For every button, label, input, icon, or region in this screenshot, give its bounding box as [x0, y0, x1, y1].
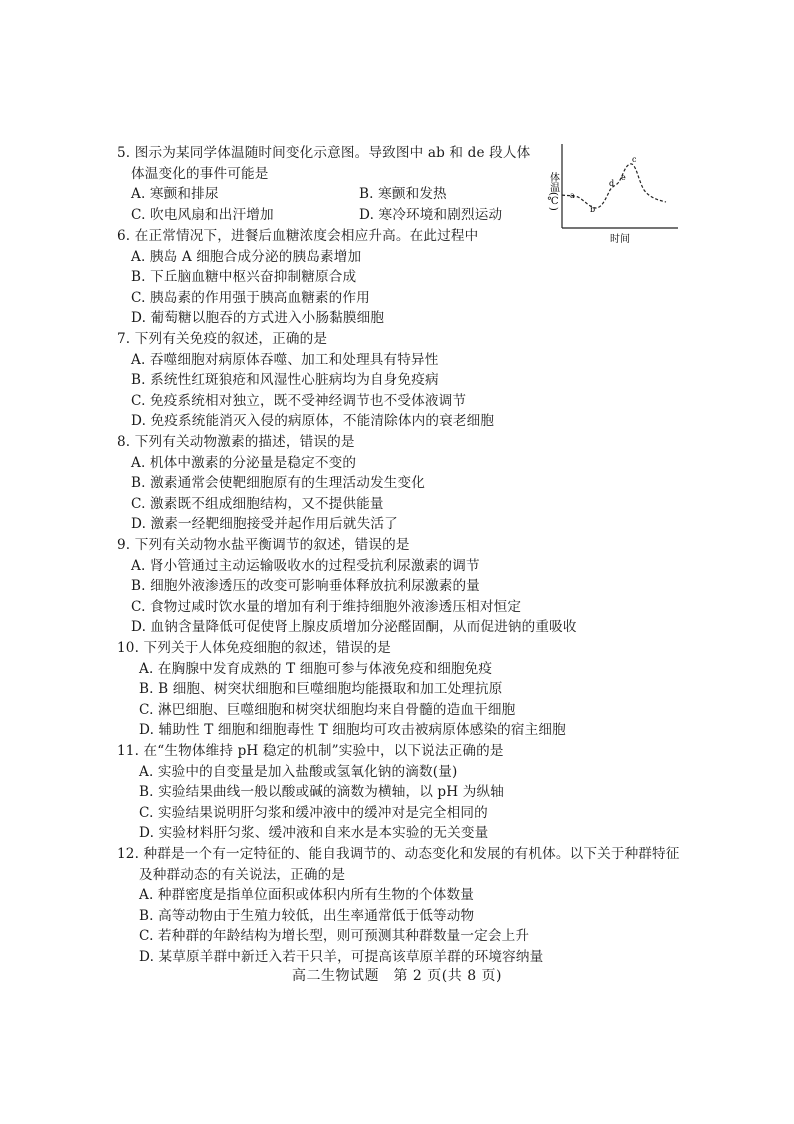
question-12-stem-line-1: 12. 种群是一个有一定特征的、能自我调节的、动态变化和发展的有机体。以下关于种群特征	[117, 846, 680, 862]
question-9	[117, 535, 687, 638]
question-8-option-a: A. 机体中激素的分泌量是稳定不变的	[131, 454, 357, 471]
question-8-option-c: C. 激素既不组成细胞结构，又不提供能量	[131, 495, 384, 512]
question-8	[117, 432, 687, 535]
point-label-a: a	[570, 191, 575, 200]
question-6-stem: 6. 在正常情况下，进餐后血糖浓度会相应升高。在此过程中	[117, 228, 479, 244]
question-9-stem: 9. 下列有关动物水盐平衡调节的叙述，错误的是	[117, 537, 410, 553]
question-5-stem-line-2: 体温变化的事件可能是	[131, 165, 269, 182]
question-6-option-a: A. 胰岛 A 细胞合成分泌的胰岛素增加	[131, 248, 362, 265]
question-10-option-a: A. 在胸腺中发育成熟的 T 细胞可参与体液免疫和细胞免疫	[139, 660, 493, 677]
question-9-option-a: A. 肾小管通过主动运输吸收水的过程受抗利尿激素的调节	[131, 557, 480, 574]
question-12-option-c: C. 若种群的年龄结构为增长型，则可预测其种群数量一定会上升	[139, 928, 530, 945]
point-label-e: e	[621, 173, 626, 182]
question-9-option-c: C. 食物过咸时饮水量的增加有利于维持细胞外液渗透压相对恒定	[131, 598, 522, 615]
question-12-option-a: A. 种群密度是指单位面积或体积内所有生物的个体数量	[139, 887, 475, 904]
question-7	[117, 329, 687, 432]
x-axis-label: 时间	[610, 234, 630, 245]
question-12	[117, 844, 687, 968]
question-11-option-b: B. 实验结果曲线一般以酸或碱的滴数为横轴，以 pH 为纵轴	[139, 784, 504, 801]
question-7-option-b: B. 系统性红斑狼疮和风湿性心脏病均为自身免疫病	[131, 372, 439, 389]
question-8-option-b: B. 激素通常会使靶细胞原有的生理活动发生变化	[131, 475, 425, 492]
question-5-option-a: A. 寒颤和排尿	[131, 186, 219, 203]
question-6-option-d: D. 葡萄糖以胞吞的方式进入小肠黏膜细胞	[131, 310, 385, 327]
question-10-option-d: D. 辅助性 T 细胞和细胞毒性 T 细胞均可攻击被病原体感染的宿主细胞	[139, 722, 566, 739]
question-7-stem: 7. 下列有关免疫的叙述，正确的是	[117, 331, 328, 347]
question-11-option-a: A. 实验中的自变量是加入盐酸或氢氧化钠的滴数(量)	[139, 763, 458, 780]
point-label-c: c	[632, 155, 637, 164]
question-5-option-d: D. 寒冷环境和剧烈运动	[359, 206, 503, 223]
question-7-option-d: D. 免疫系统能消灭入侵的病原体，不能清除体内的衰老细胞	[131, 413, 495, 430]
question-6	[117, 226, 687, 329]
question-11	[117, 741, 687, 844]
question-5-option-b: B. 寒颤和发热	[359, 186, 447, 203]
page-footer: 高二生物试题 第 2 页(共 8 页)	[291, 968, 503, 984]
y-axis-label: 体温(℃)	[547, 172, 559, 211]
question-11-stem: 11. 在“生物体维持 pH 稳定的机制”实验中，以下说法正确的是	[117, 743, 504, 759]
question-8-stem: 8. 下列有关动物激素的描述，错误的是	[117, 434, 355, 450]
question-5-stem-line-1: 5. 图示为某同学体温随时间变化示意图。导致图中 ab 和 de 段人体	[117, 145, 531, 161]
point-label-b: b	[590, 205, 596, 214]
question-7-option-a: A. 吞噬细胞对病原体吞噬、加工和处理具有特异性	[131, 351, 439, 368]
question-12-stem-line-2: 及种群动态的有关说法，正确的是	[139, 866, 346, 883]
question-12-option-d: D. 某草原羊群中新迁入若干只羊，可提高该草原羊群的环境容纳量	[139, 948, 544, 965]
question-6-option-b: B. 下丘脑血糖中枢兴奋抑制糖原合成	[131, 269, 357, 286]
question-10-option-b: B. B 细胞、树突状细胞和巨噬细胞均能摄取和加工处理抗原	[139, 681, 503, 698]
question-10-option-c: C. 淋巴细胞、巨噬细胞和树突状细胞均来自骨髓的造血干细胞	[139, 701, 516, 718]
question-6-option-c: C. 胰岛素的作用强于胰高血糖素的作用	[131, 289, 370, 306]
question-11-option-c: C. 实验结果说明肝匀浆和缓冲液中的缓冲对是完全相同的	[139, 804, 488, 821]
question-10	[117, 638, 687, 741]
question-8-option-d: D. 激素一经靶细胞接受并起作用后就失活了	[131, 516, 398, 533]
point-label-d: d	[609, 179, 615, 188]
question-9-option-b: B. 细胞外液渗透压的改变可影响垂体释放抗利尿激素的量	[131, 578, 480, 595]
question-9-option-d: D. 血钠含量降低可促使肾上腺皮质增加分泌醛固酮，从而促进钠的重吸收	[131, 619, 577, 636]
question-5-option-c: C. 吹电风扇和出汗增加	[131, 206, 274, 223]
question-10-stem: 10. 下列关于人体免疫细胞的叙述，错误的是	[117, 640, 391, 656]
question-12-option-b: B. 高等动物由于生殖力较低，出生率通常低于低等动物	[139, 907, 475, 924]
question-11-option-d: D. 实验材料肝匀浆、缓冲液和自来水是本实验的无关变量	[139, 825, 489, 842]
question-7-option-c: C. 免疫系统相对独立，既不受神经调节也不受体液调节	[131, 392, 467, 409]
